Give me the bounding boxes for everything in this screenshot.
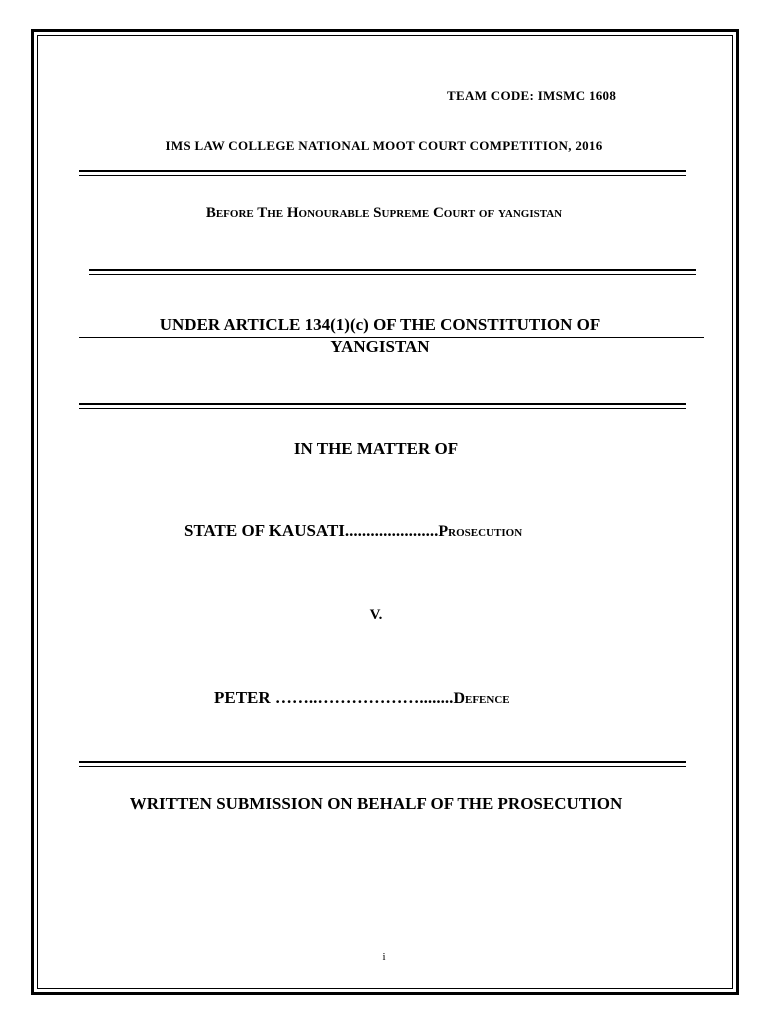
prosecution-party [184,521,522,541]
divider-rule [79,170,686,172]
divider-rule [89,274,696,275]
versus-label: V. [369,607,383,623]
submission-title: WRITTEN SUBMISSION ON BEHALF OF THE PROSECUTION [129,794,623,813]
team-code: TEAM CODE: IMSMC 1608 [447,88,617,103]
competition-title: IMS LAW COLLEGE NATIONAL MOOT COURT COMPETITION, 2016 [165,138,603,153]
divider-rule [79,761,686,763]
divider-rule [79,408,686,409]
divider-rule [79,403,686,405]
party-name: PETER ……..………………........ [214,688,454,707]
matter-heading: IN THE MATTER OF [293,439,459,458]
court-title: Before The Honourable Supreme Court of yangistan [205,205,563,221]
party-name: STATE OF KAUSATI...................... [184,521,439,540]
divider-rule [79,766,686,767]
page-border-inner [37,35,733,989]
party-role: Prosecution [438,523,523,540]
divider-rule [79,175,686,176]
page-number: i [382,951,386,963]
divider-rule [89,269,696,271]
defence-party [214,688,510,708]
jurisdiction-line-1: UNDER ARTICLE 134(1)(c) OF THE CONSTITUTION OF [159,315,601,334]
jurisdiction-line-2: YANGISTAN [330,337,430,356]
party-role: Defence [453,690,510,707]
